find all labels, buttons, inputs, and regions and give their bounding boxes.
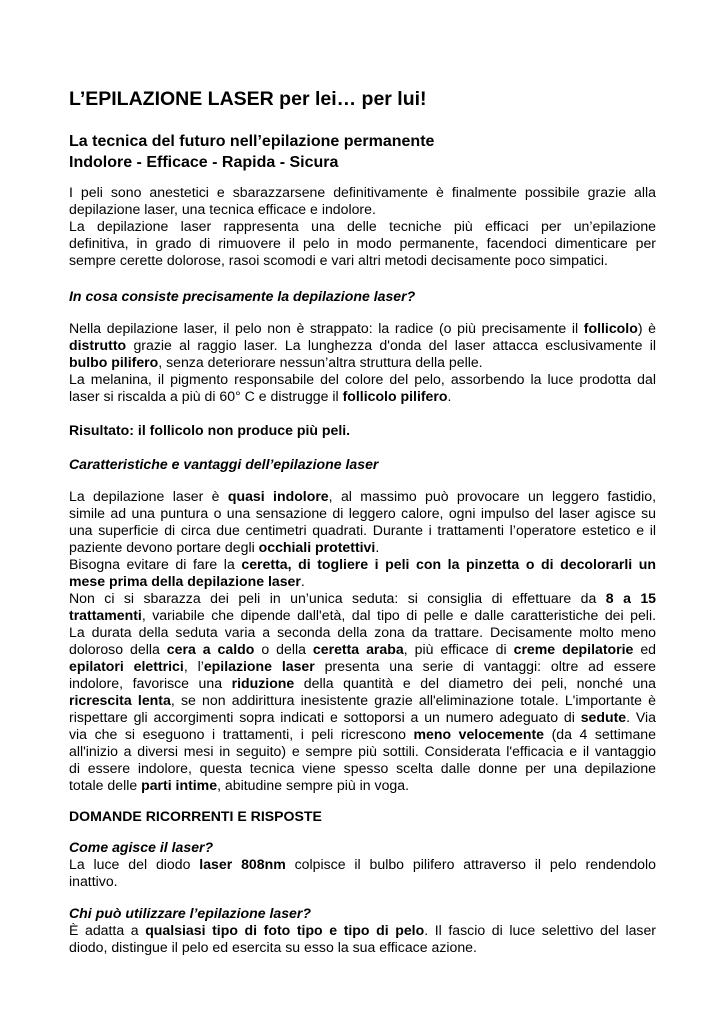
text-line: di essere indolore, questa tecnica viene spesso scelta dalle donne per una depilazione [69,760,656,776]
text-line: bulbo pilifero, senza deteriorare nessun’altra struttura della pelle. [69,354,483,370]
section-heading: Caratteristiche e vantaggi dell’epilazione laser [69,456,379,472]
faq-answer [69,922,656,956]
text-line: Bisogna evitare di fare la ceretta, di togliere i peli con la pinzetta o di decolorarli un [69,556,656,572]
faq-answer [69,856,656,890]
text-line: simile ad una puntura o una sensazione di leggero calore, ogni impulso del laser agisce su [69,505,656,521]
subtitle-line: Indolore - Efficace - Rapida - Sicura [69,154,339,171]
text-line: depilazione laser, una tecnica efficace e indolore. [69,201,376,217]
text-line: totale delle parti intime, abitudine sempre più in voga. [69,777,410,793]
section-paragraph [69,320,656,405]
text-line: ricrescita lenta, se non addirittura inesistente grazie all'eliminazione totale. L'importante è [69,692,657,708]
text-line: Nella depilazione laser, il pelo non è strappato: la radice (o più precisamente il follicolo) è [69,320,656,336]
faq-heading: DOMANDE RICORRENTI E RISPOSTE [69,808,322,824]
text-line: inattivo. [69,873,118,889]
text-line: all'inizio a diversi mesi in seguito) e sempre più sottili. Considerata l'efficacia e il vantaggio [69,743,656,759]
text-line: una superficie di circa due centimetri quadrati. Durante i trattamenti l’operatore estetico e il [69,522,656,538]
text-line: paziente devono portare degli occhiali protettivi. [69,539,380,555]
section-heading: In cosa consiste precisamente la depilazione laser? [69,288,416,304]
document-title: L’EPILAZIONE LASER per lei… per lui! [69,88,427,110]
text-line: La durata della seduta varia a seconda della zona da trattare. Decisamente molto meno [69,624,656,640]
text-line: La luce del diodo laser 808nm colpisce il bulbo pilifero attraverso il pelo rendendolo [69,856,656,872]
text-line: distrutto grazie al raggio laser. La lunghezza d'onda del laser attacca esclusivamente il [69,337,656,353]
result-statement: Risultato: il follicolo non produce più peli. [69,422,351,438]
subtitle-line: La tecnica del futuro nell’epilazione permanente [69,133,435,150]
text-line: indolore, favorisce una riduzione della quantità e del diametro dei peli, nonché una [69,675,656,691]
faq-question: Come agisce il laser? [69,839,214,855]
document-subtitle [69,131,434,173]
text-line: La depilazione laser rappresenta una delle tecniche più efficaci per un’epilazione [69,218,656,234]
text-line: sempre cerette dolorose, rasoi scomodi e vari altri metodi decisamente poco simpatici. [69,252,608,268]
text-line: rispettare gli accorgimenti sopra indicati e sottoporsi a un numero adeguato di sedute. Via [69,709,656,725]
text-line: laser si riscalda a più di 60° C e distrugge il follicolo pilifero. [69,388,452,404]
text-line: diodo, distingue il pelo ed esercita su esso la sua efficace azione. [69,939,477,955]
text-line: La depilazione laser è quasi indolore, al massimo può provocare un leggero fastidio, [69,488,656,504]
intro-paragraph [69,184,656,269]
text-line: epilatori elettrici, l’epilazione laser presenta una serie di vantaggi: oltre ad essere [69,658,657,674]
text-line: via che si eseguono i trattamenti, i peli ricrescono meno velocemente (da 4 settimane [69,726,656,742]
faq-question: Chi può utilizzare l’epilazione laser? [69,905,311,921]
text-line: doloroso della cera a caldo o della ceretta araba, più efficace di creme depilatorie ed [69,641,657,657]
section-paragraph [69,488,656,794]
text-line: mese prima della depilazione laser. [69,573,305,589]
text-line: I peli sono anestetici e sbarazzarsene definitivamente è finalmente possibile grazie alla [69,184,656,200]
text-line: È adatta a qualsiasi tipo di foto tipo e tipo di pelo. Il fascio di luce selettivo del laser [69,922,657,938]
text-line: Non ci si sbarazza dei peli in un’unica seduta: si consiglia di effettuare da 8 a 15 [69,590,657,606]
text-line: La melanina, il pigmento responsabile del colore del pelo, assorbendo la luce prodotta dal [69,371,656,387]
text-line: trattamenti, variabile che dipende dall'età, dal tipo di pelle e dalle caratteristiche dei peli. [69,607,656,623]
text-line: definitiva, in grado di rimuovere il pelo in modo permanente, facendoci dimenticare per [69,235,656,251]
